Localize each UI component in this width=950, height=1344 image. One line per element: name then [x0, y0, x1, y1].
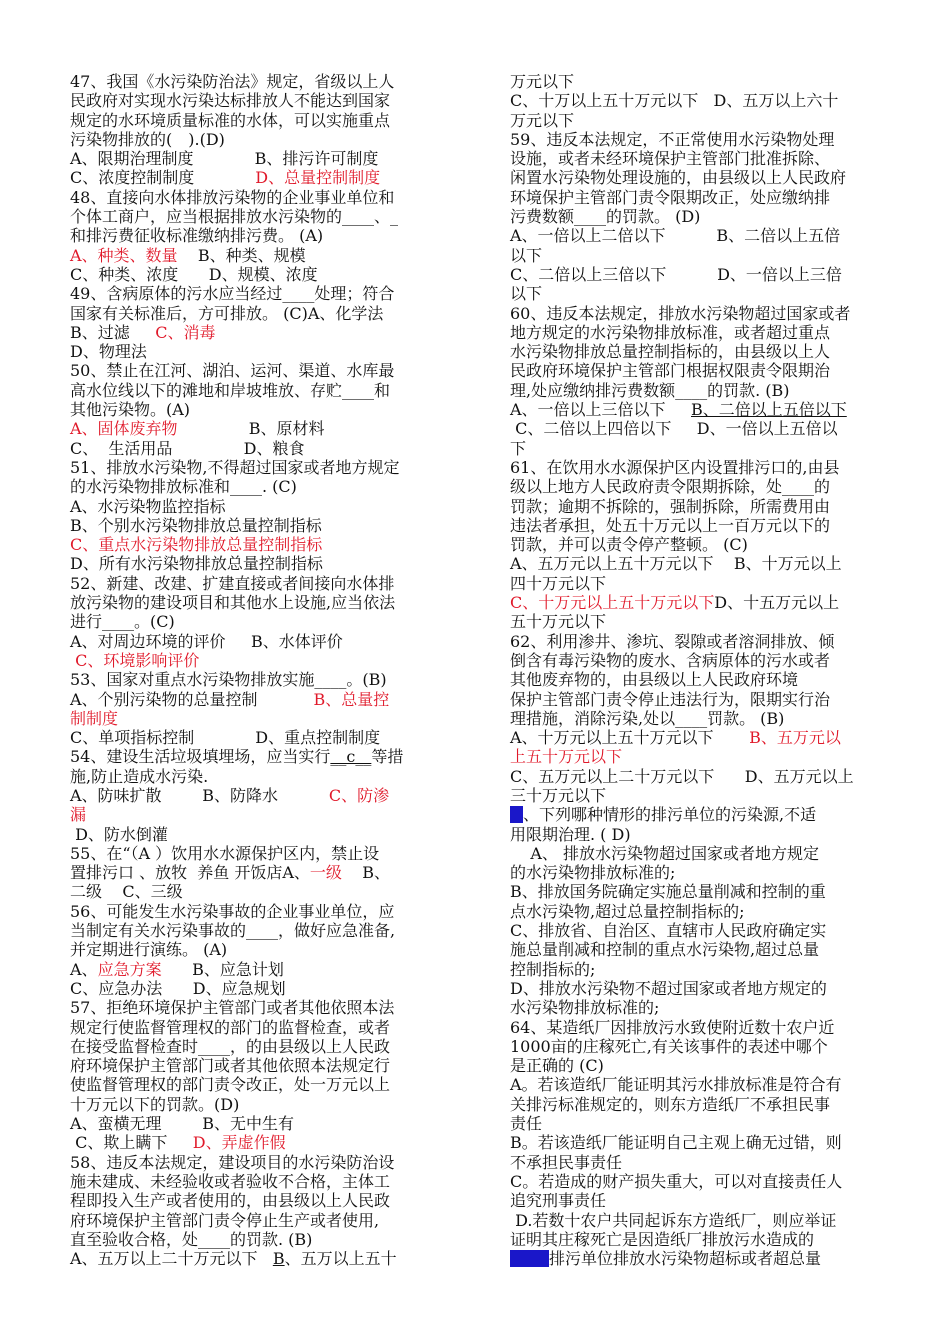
text-line: 理措施，消除污染,处以____罚款。 (B) [510, 708, 785, 728]
answer-highlight: B、五万元以 [749, 728, 841, 748]
text-line: 60、违反本法规定，排放水污染物超过国家或者 [510, 303, 851, 323]
text-line: A、 排放水污染物超过国家或者地方规定 [510, 843, 819, 863]
text-line [510, 805, 910, 824]
text-segment: B、 [341, 863, 391, 883]
text-line: 三十万元以下 [510, 785, 607, 805]
text-line: 48、直接向水体排放污染物的企业事业单位和 [70, 187, 395, 207]
text-line [70, 747, 468, 766]
text-line: 违法者承担，处五十万元以上一百万元以下的 [510, 515, 831, 535]
text-line: D、所有水污染物排放总量控制指标 [70, 554, 323, 574]
text-line: D、排放水污染物不超过国家或者地方规定的 [510, 978, 827, 998]
text-line: 国家有关标准后，方可排放。 (C)A、化学法 [70, 303, 384, 323]
text-line: 56、可能发生水污染事故的企业事业单位，应 [70, 901, 395, 921]
text-line: 罚款；逾期不拆除的，强制拆除，所需费用由 [510, 496, 831, 516]
text-line: 倒含有毒污染物的废水、含病原体的污水或者 [510, 650, 831, 670]
text-line: 50、禁止在江河、湖泊、运河、渠道、水库最 [70, 361, 395, 381]
text-line: 高水位线以下的滩地和岸坡堆放、存贮____和 [70, 380, 391, 400]
text-segment: A、 [70, 959, 98, 979]
text-line: D.若数十农户共同起诉东方造纸厂，则应举证 [510, 1210, 837, 1230]
text-line: 58、违反本法规定，建设项目的水污染防治设 [70, 1152, 395, 1172]
answer-highlight: B、总量控 [313, 689, 390, 709]
answer-highlight: C、消毒 [155, 322, 216, 342]
text-line: 污费数额____的罚款。 (D) [510, 207, 701, 227]
text-line: 设施，或者未经环境保护主管部门批准拆除、 [510, 149, 831, 169]
text-line: C。若造成的财产损失重大，可以对直接责任人 [510, 1171, 843, 1191]
text-line: 1000亩的庄稼死亡,有关该事件的表述中哪个 [510, 1036, 828, 1056]
text-line: 点水污染物,超过总量控制指标的; [510, 901, 745, 921]
text-line: 59、违反本法规定，不正常使用水污染物处理 [510, 129, 835, 149]
text-line [70, 246, 468, 265]
text-line: 环境保护主管部门责令限期改正，处应缴纳排 [510, 187, 831, 207]
text-segment: A、个别污染物的总量控制 [70, 689, 314, 709]
text-line: 52、新建、改建、扩建直接或者间接向水体排 [70, 573, 395, 593]
text-line: A。若该造纸厂能证明其污水排放标准是符合有 [510, 1075, 842, 1095]
answer-highlight: 一级 [309, 863, 342, 883]
text-line: D、物理法 [70, 342, 147, 362]
text-line: 理,处应缴纳排污费数额____的罚款. (B) [510, 380, 790, 400]
text-line [70, 149, 468, 168]
text-line: 49、含病原体的污水应当经过____处理；符合 [70, 284, 395, 304]
text-line [510, 593, 910, 612]
text-line: 61、在饮用水水源保护区内设置排污口的,由县 [510, 457, 840, 477]
text-line: A、一倍以上二倍以下 B、二倍以上五倍 [510, 226, 841, 246]
text-line: 施未建成、未经验收或者验收不合格，主体工 [70, 1171, 391, 1191]
text-segment: 54、建设生活垃圾填埋场，应当实行 [70, 747, 331, 767]
text-line: 责任 [510, 1114, 543, 1134]
answer-highlight: 应急方案 [97, 959, 162, 979]
text-line: C、五万元以上二十万元以下 D、五万元以上 [510, 766, 854, 786]
text-line: 64、某造纸厂因排放污水致使附近数十农户近 [510, 1017, 835, 1037]
text-line: C、单项指标控制 D、重点控制制度 [70, 728, 381, 748]
text-line: 水污染物排放总量控制指标的，由县级以上人 [510, 342, 831, 362]
text-line: 追究刑事责任 [510, 1191, 607, 1211]
text-line: 不承担民事责任 [510, 1152, 623, 1172]
text-segment: A、防味扩散 B、防降水 [70, 785, 329, 805]
text-line: C、 生活用品 D、粮食 [70, 438, 305, 458]
text-line [510, 400, 910, 419]
text-line: 62、利用渗井、渗坑、裂隙或者溶洞排放、倾 [510, 631, 835, 651]
answer-highlight: 上五十万元以下 [510, 747, 623, 767]
text-segment: B [272, 1249, 285, 1269]
text-line: C、应急办法 D、应急规划 [70, 978, 286, 998]
text-line: A、蛮横无理 B、无中生有 [70, 1114, 295, 1134]
text-segment: A、五万以上二十万元以下 [70, 1249, 273, 1269]
text-line [70, 709, 468, 728]
text-line: C、排放省、自治区、直辖市人民政府确定实 [510, 921, 827, 941]
text-line [70, 168, 468, 187]
text-line: 万元以下 [510, 72, 575, 91]
text-line: 和排污费征收标准缴纳排污费。 (A) [70, 226, 324, 246]
text-line: 55、在“（A ）饮用水水源保护区内，禁止设 [70, 843, 380, 863]
left-column [70, 72, 468, 1268]
text-line: 施总量削减和控制的重点水污染物,超过总量 [510, 940, 820, 960]
text-segment: A、十万元以上五十万元以下 [510, 728, 750, 748]
text-segment: D、十五万元以上 [714, 593, 840, 613]
text-line: 五十万元以下 [510, 612, 607, 632]
text-segment: B、二倍以上五倍以下 [691, 400, 847, 420]
text-line: A、五万元以上五十万元以下 B、十万元以上 [510, 554, 842, 574]
text-line: 府环境保护主管部门责令停止生产或者使用, [70, 1210, 380, 1230]
text-line: A、水污染物监控指标 [70, 496, 226, 516]
text-line: 在接受监督检查时____，的由县级以上人民政 [70, 1036, 391, 1056]
text-line: 47、我国《水污染防治法》规定，省级以上人 [70, 72, 395, 91]
text-line: 民政府对实现水污染达标排放人不能达到国家 [70, 91, 391, 111]
text-line: 地方规定的水污染物排放标准，或者超过重点 [510, 322, 831, 342]
text-line: 放污染物的建设项目和其他水上设施,应当依法 [70, 593, 396, 613]
text-line: 用限期治理. ( D) [510, 824, 631, 844]
text-line: 四十万元以下 [510, 573, 607, 593]
text-line: 51、排放水污染物,不得超过国家或者地方规定 [70, 457, 400, 477]
answer-highlight: D、弄虚作假 [192, 1133, 286, 1153]
text-line: 二级 C、三级 [70, 882, 183, 902]
text-segment: B、原材料 [177, 419, 325, 439]
text-line: B。若该造纸厂能证明自己主观上确无过错，则 [510, 1133, 842, 1153]
text-segment: C、欺上瞒下 [70, 1133, 193, 1153]
text-line [70, 805, 468, 824]
text-line: 是正确的 (C) [510, 1056, 604, 1076]
text-segment: 等措 [371, 747, 404, 767]
text-segment: B、应急计划 [161, 959, 284, 979]
text-line [70, 1249, 468, 1268]
text-segment: B、过滤 [70, 322, 156, 342]
text-line: 的水污染物排放标准的; [510, 863, 676, 883]
text-line [70, 1133, 468, 1152]
text-line: 使监督管理权的部门责令改正，处一万元以上 [70, 1075, 391, 1095]
text-line: 民政府环境保护主管部门根据权限责令限期治 [510, 361, 831, 381]
text-line: 以下 [510, 284, 543, 304]
text-segment: A、一倍以上三倍以下 [510, 400, 691, 420]
text-segment: 置排污口 、放牧 养鱼 开饭店A、 [70, 863, 310, 883]
text-line: 其他污染物。(A) [70, 400, 191, 420]
text-line: 下 [510, 438, 527, 458]
highlight-block [510, 806, 523, 823]
text-line [70, 960, 468, 979]
text-segment: __c__ [330, 747, 372, 767]
text-line: 以下 [510, 245, 543, 265]
text-segment: 排污单位排放水污染物超标或者超总量 [549, 1249, 822, 1269]
text-line: D、防水倒灌 [70, 824, 168, 844]
text-line: 并定期进行演练。 (A) [70, 940, 228, 960]
text-line [70, 651, 468, 670]
right-column [510, 72, 910, 1268]
text-line: 直至验收合格，处____的罚款. (B) [70, 1229, 313, 1249]
text-line: C、十万以上五十万元以下 D、五万以上六十 [510, 91, 839, 111]
text-line [70, 863, 468, 882]
answer-highlight: 漏 [70, 805, 87, 825]
text-line: 控制指标的; [510, 959, 596, 979]
text-line: 府环境保护主管部门或者其他依照本法规定行 [70, 1056, 391, 1076]
text-segment: A、限期治理制度 B、排污许可制度 [70, 149, 379, 169]
text-line: B、个别水污染物排放总量控制指标 [70, 515, 322, 535]
text-line: 规定的水环境质量标准的水体，可以实施重点 [70, 110, 391, 130]
text-line: 罚款，并可以责令停产整顿。 (C) [510, 535, 748, 555]
text-line [510, 728, 910, 747]
highlight-block [510, 1250, 549, 1267]
answer-highlight: A、种类、数量 [70, 245, 178, 265]
text-line: 57、拒绝环境保护主管部门或者其他依照本法 [70, 998, 395, 1018]
text-line: 十万元以下的罚款。(D) [70, 1094, 240, 1114]
text-line [70, 535, 468, 554]
text-line: C、二倍以上四倍以下 D、一倍以上五倍以 [510, 419, 838, 439]
answer-highlight: C、十万元以上五十万元以下 [510, 593, 715, 613]
answer-highlight: 制制度 [70, 708, 119, 728]
text-segment: 、下列哪种情形的排污单位的污染源,不适 [523, 805, 817, 825]
text-line: B、排放国务院确定实施总量削减和控制的重 [510, 882, 826, 902]
answer-highlight: C、防渗 [328, 785, 390, 805]
text-line: 污染物排放的( ).(D) [70, 129, 225, 149]
text-line: 程即投入生产或者使用的，由县级以上人民政 [70, 1191, 391, 1211]
text-segment: C、浓度控制制度 [70, 168, 256, 188]
text-line: 保护主管部门责令停止违法行为，限期实行治 [510, 689, 831, 709]
text-line: 规定行使监督管理权的部门的监督检查，或者 [70, 1017, 391, 1037]
text-line: 闲置水污染物处理设施的，由县级以上人民政府 [510, 168, 847, 188]
text-line [70, 323, 468, 342]
text-line [510, 1249, 910, 1268]
text-line [70, 419, 468, 438]
text-line: 的水污染物排放标准和____. (C) [70, 477, 297, 497]
text-line: 关排污标准规定的，则东方造纸厂不承担民事 [510, 1094, 831, 1114]
text-line: 进行____。(C) [70, 612, 175, 632]
text-line: 证明其庄稼死亡是因造纸厂排放污水造成的 [510, 1229, 815, 1249]
text-line: C、种类、浓度 D、规模、浓度 [70, 264, 318, 284]
text-line [510, 747, 910, 766]
text-line [70, 786, 468, 805]
text-line: A、对周边环境的评价 B、水体评价 [70, 631, 343, 651]
text-segment: 、五万以上五十 [284, 1249, 397, 1269]
text-line: 万元以下 [510, 110, 575, 130]
text-segment: B、种类、规模 [177, 245, 306, 265]
text-line: 水污染物排放标准的; [510, 998, 660, 1018]
text-line: C、二倍以上三倍以下 D、一倍以上三倍 [510, 264, 842, 284]
text-line: 个体工商户，应当根据排放水污染物的____、_ [70, 207, 399, 227]
text-line: 53、国家对重点水污染物排放实施____。(B) [70, 670, 387, 690]
text-line: 当制定有关水污染事故的____，做好应急准备, [70, 921, 396, 941]
text-line: 施,防止造成水污染. [70, 766, 209, 786]
text-line: 级以上地方人民政府责令限期拆除，处____的 [510, 477, 831, 497]
text-line [70, 690, 468, 709]
answer-highlight: D、总量控制制度 [255, 168, 381, 188]
answer-highlight: C、重点水污染物排放总量控制指标 [70, 535, 323, 555]
answer-highlight: A、固体废弃物 [70, 419, 178, 439]
text-line: 其他废弃物的，由县级以上人民政府环境 [510, 670, 799, 690]
answer-highlight: C、环境影响评价 [75, 650, 200, 670]
